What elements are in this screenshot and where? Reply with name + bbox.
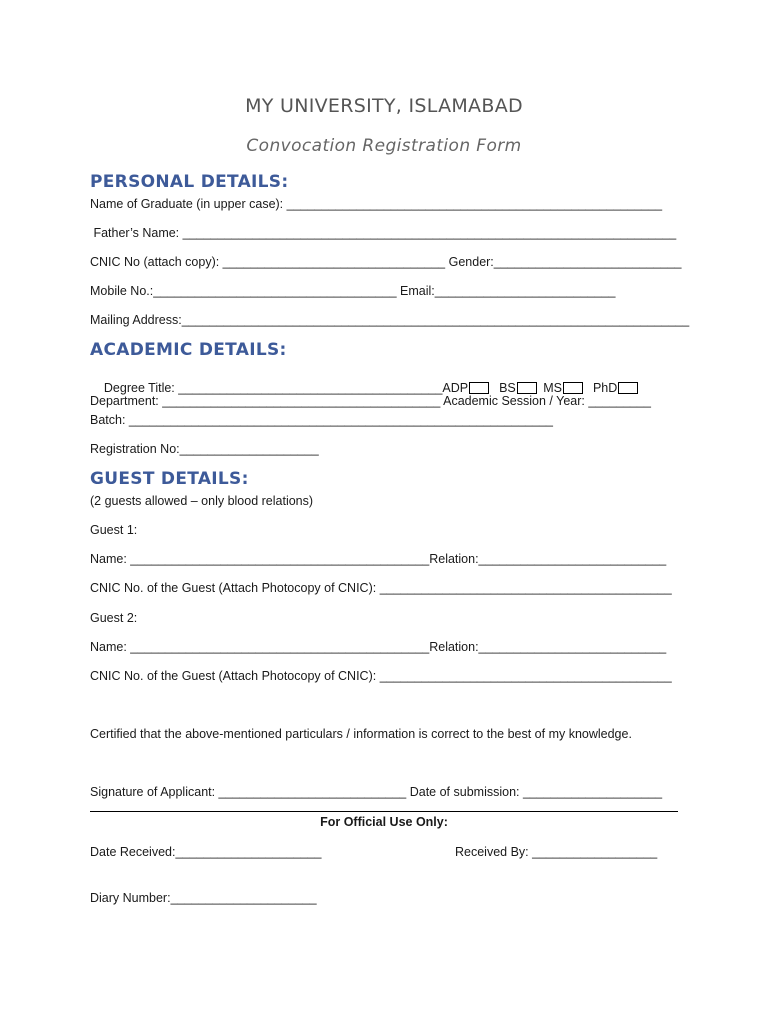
guest-note: (2 guests allowed – only blood relations) [90,494,314,508]
mobile-email-field[interactable]: Mobile No.:___________________________________ Email:__________________________ [90,284,616,298]
guest-2-label: Guest 2: [90,611,138,625]
batch-field[interactable]: Batch: _____________________________________________________________ [90,413,553,427]
guest-2-name-relation-field[interactable]: Name: ___________________________________________Relation:___________________________ [90,640,667,654]
department-session-field[interactable]: Department: ________________________________________ Academic Session / Year: _________ [90,394,651,408]
personal-details-heading: PERSONAL DETAILS: [90,172,289,192]
university-title: MY UNIVERSITY, ISLAMABAD [245,95,523,117]
degree-option-label: PhD [592,381,618,395]
guest-2-cnic-field[interactable]: CNIC No. of the Guest (Attach Photocopy of CNIC): __________________________________________ [90,669,672,683]
guest-1-label: Guest 1: [90,523,138,537]
received-by-field[interactable]: Received By: __________________ [455,845,658,859]
academic-details-heading: ACADEMIC DETAILS: [90,340,287,360]
degree-title-field[interactable]: Degree Title: ______________________________________ [103,381,443,395]
graduate-name-field[interactable]: Name of Graduate (in upper case): ______________________________________________________ [90,197,663,211]
signature-date-field[interactable]: Signature of Applicant: ___________________________ Date of submission: ____________________ [90,785,663,799]
cnic-gender-field[interactable]: CNIC No (attach copy): ________________________________ Gender:___________________________ [90,255,682,269]
divider-line [90,811,678,812]
degree-option-label: ADP [442,381,469,395]
degree-option-label: MS [543,381,562,395]
guest-1-cnic-field[interactable]: CNIC No. of the Guest (Attach Photocopy of CNIC): __________________________________________ [90,581,672,595]
certification-statement: Certified that the above-mentioned particulars / information is correct to the best of my knowledge. [90,727,632,741]
form-subtitle: Convocation Registration Form [246,136,522,156]
mailing-address-field[interactable]: Mailing Address:_________________________________________________________________________ [90,313,690,327]
father-name-field[interactable]: Father’s Name: _______________________________________________________________________ [90,226,677,240]
registration-no-field[interactable]: Registration No:____________________ [90,442,319,456]
degree-option-label: BS [499,381,516,395]
diary-number-field[interactable]: Diary Number:_____________________ [90,891,317,905]
guest-1-name-relation-field[interactable]: Name: ___________________________________________Relation:___________________________ [90,552,667,566]
date-received-field[interactable]: Date Received:_____________________ [90,845,322,859]
guest-details-heading: GUEST DETAILS: [90,469,249,489]
official-use-heading: For Official Use Only: [320,815,448,829]
